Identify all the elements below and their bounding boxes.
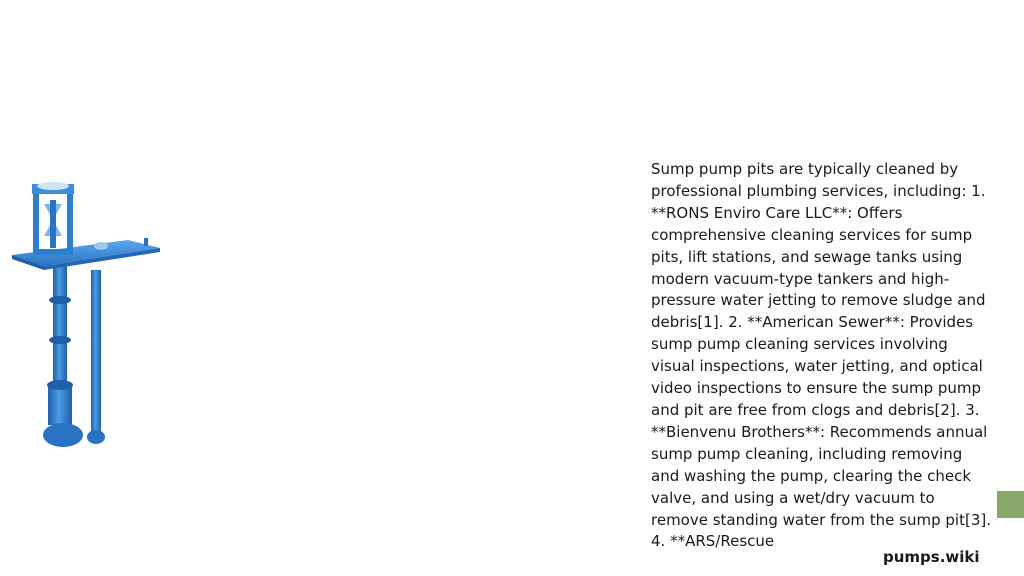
article-body-text: Sump pump pits are typically cleaned by professional plumbing services, including: 1. **RONS Enviro Care LLC**: Offers comprehensive cleaning services for sump pits, lift stations, and sewage tanks using modern vacuum-type tankers and high-pressure water jetting to remove sludge and debris[1]. 2. **American Sewer**: Provides sump pump cleaning services involving visual inspections, water jetting, and optical video inspections to ensure the sump pump and pit are free from clogs and debris[2]. 3. **Bienvenu Brothers**: Recommends annual sump pump cleaning, including removing and washing the pump, clearing the check valve, and using a wet/dry vacuum to remove standing water from the sump pit[3]. 4. **ARS/Rescue — [651, 160, 991, 551]
green-accent-block — [997, 491, 1024, 518]
vertical-sump-pump-icon — [8, 180, 168, 455]
site-watermark: pumps.wiki — [883, 548, 980, 566]
